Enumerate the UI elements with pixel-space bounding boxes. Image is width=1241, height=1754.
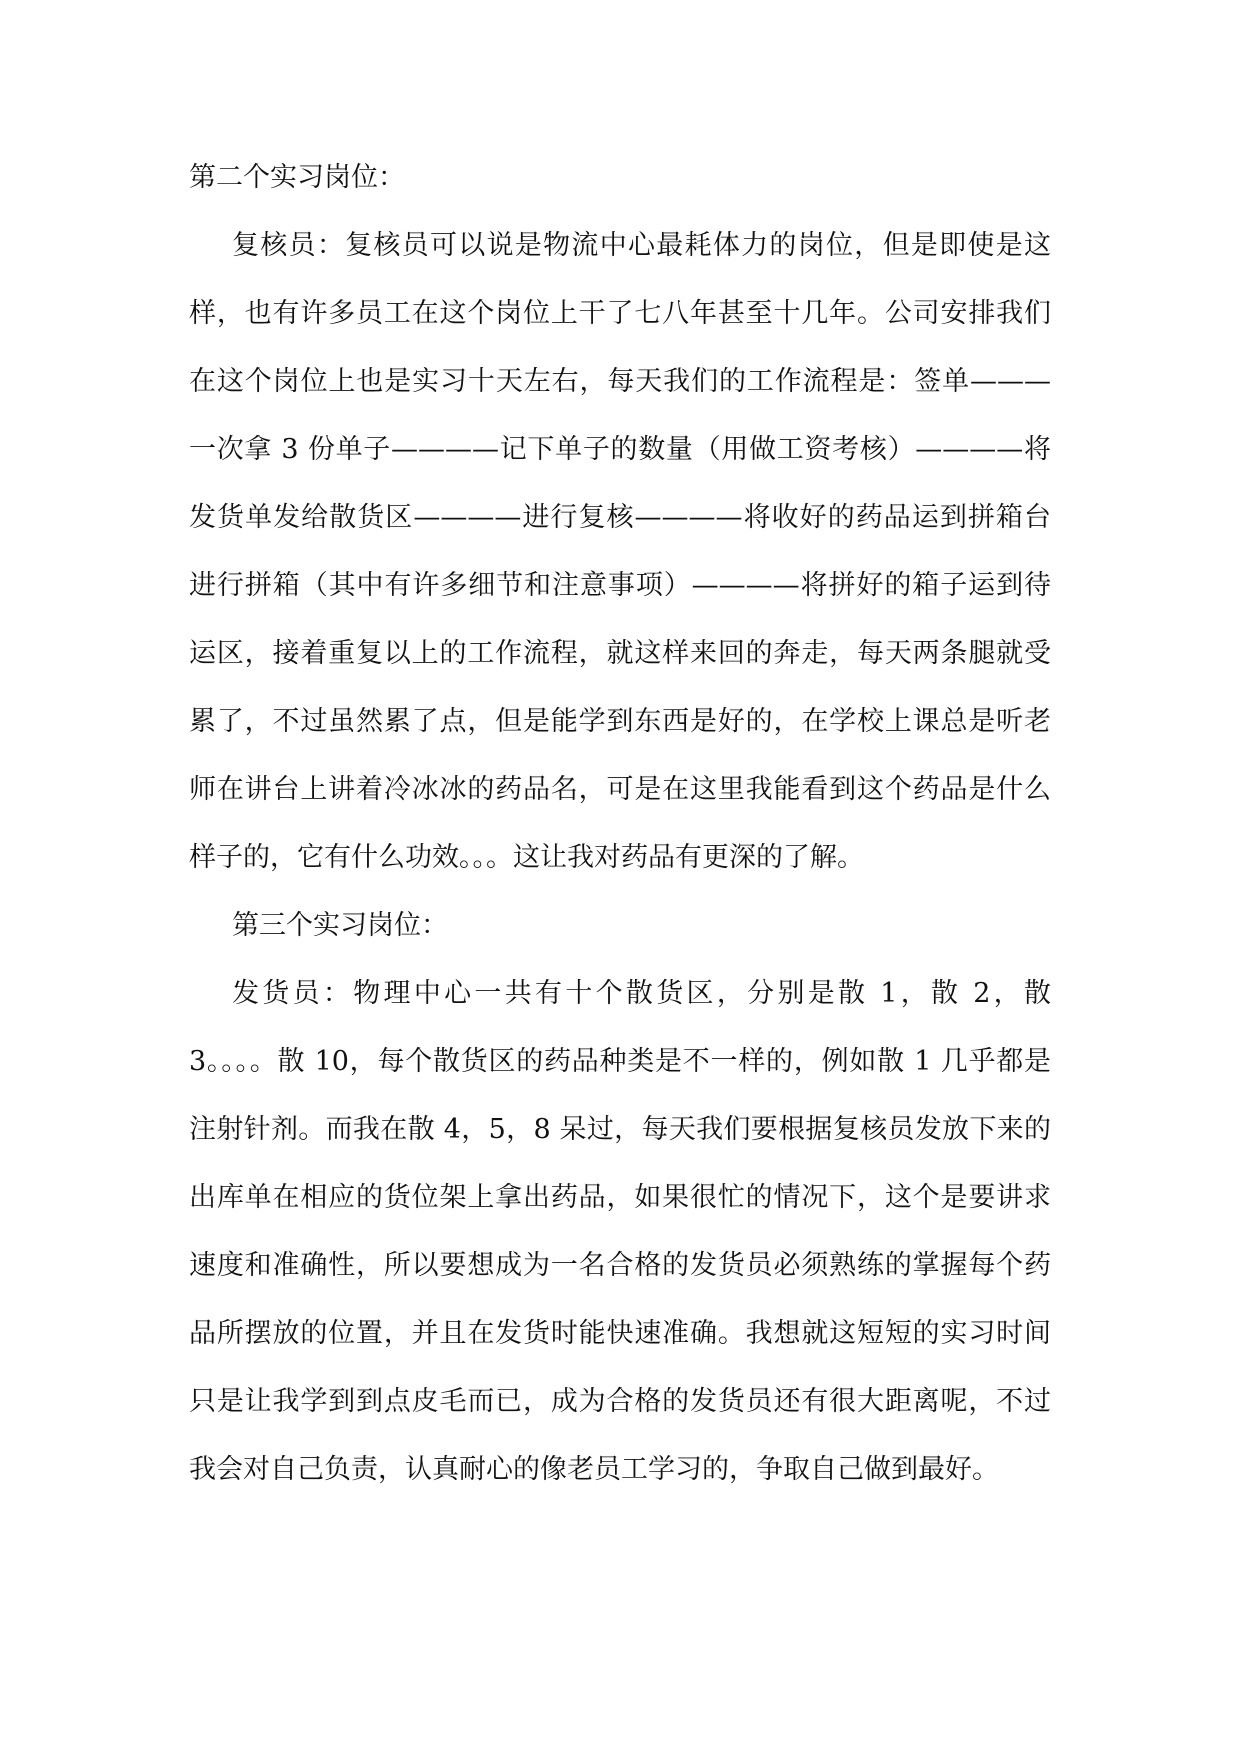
- heading-position-2: 第二个实习岗位：: [189, 162, 405, 193]
- paragraph-reviewer: 复核员：复核员可以说是物流中心最耗体力的岗位，但是即使是这样，也有许多员工在这个岗位上干了七八年甚至十几年。公司安排我们在这个岗位上也是实习十天左右，每天我们的工作流程是：签单———一次拿 3 份单子————记下单子的数量（用做工资考核）————将发货单发给散货区————进行复核————将收好的药品运到拼箱台进行拼箱（其中有许多细节和注意事项）————将拼好的箱子运到待运区，接着重复以上的工作流程，就这样来回的奔走，每天两条腿就受累了，不过虽然累了点，但是能学到东西是好的，在学校上课总是听老师在讲台上讲着冷冰冰的药品名，可是在这里我能看到这个药品是什么样子的，它有什么功效。。。这让我对药品有更深的了解。: [189, 230, 1051, 873]
- paragraph-shipper: 发货员：物理中心一共有十个散货区，分别是散 1，散 2，散 3。。。。散 10，每个散货区的药品种类是不一样的，例如散 1 几乎都是注射针剂。而我在散 4，5，8 呆过，每天我们要根据复核员发放下来的出库单在相应的货位架上拿出药品，如果很忙的情况下，这个是要讲求速度和准确性，所以要想成为一名合格的发货员必须熟练的掌握每个药品所摆放的位置，并且在发货时能快速准确。我想就这短短的实习时间只是让我学到到点皮毛而已，成为合格的发货员还有很大距离呢，不过我会对自己负责，认真耐心的像老员工学习的，争取自己做到最好。: [189, 978, 1051, 1485]
- document-body: [189, 144, 1051, 1504]
- heading-position-3: 第三个实习岗位：: [232, 910, 448, 941]
